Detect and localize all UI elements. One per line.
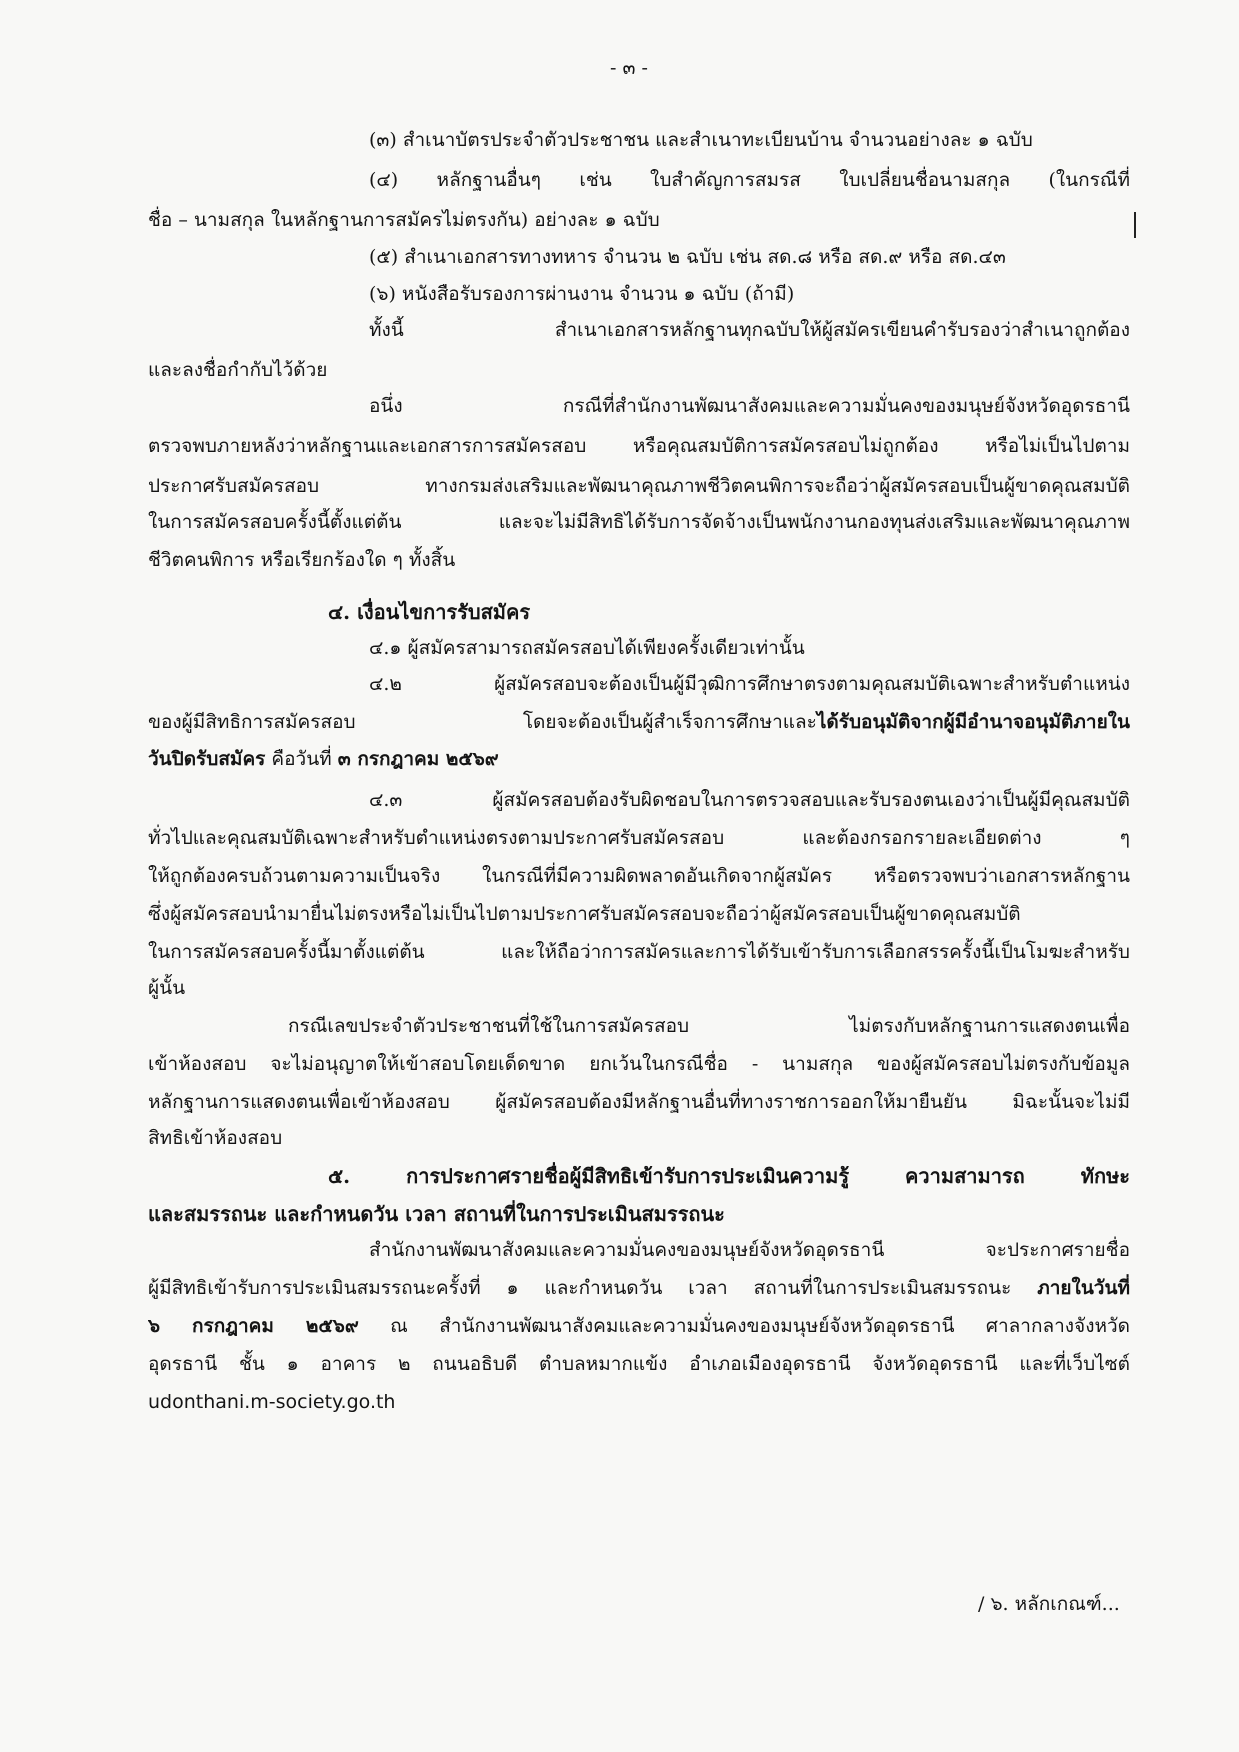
- condition-4-2-line-2: [148, 708, 1130, 736]
- section-5-line-1: สำนักงานพัฒนาสังคมและความมั่นคงของมนุษย์จังหวัดอุดรธานี จะประกาศรายชื่อ: [369, 1239, 1130, 1261]
- para-a-line-3: ประกาศรับสมัครสอบ ทางกรมส่งเสริมและพัฒนาคุณภาพชีวิตคนพิการจะถือว่าผู้สมัครสอบเป็นผู้ขาดคุณสมบัติ: [148, 475, 1130, 497]
- condition-4-3-line-5: ในการสมัครสอบครั้งนี้มาตั้งแต่ต้น และให้ถือว่าการสมัครและการได้รับเข้ารับการเลือกสรรครั้งนี้เป็นโมฆะสำหรับ: [148, 941, 1130, 963]
- page-number: - ๓ -: [610, 57, 648, 79]
- section-5-deadline-label: ภายในวันที่: [1037, 1277, 1130, 1299]
- id-rule-line-4: สิทธิเข้าห้องสอบ: [148, 1127, 283, 1149]
- para-a-line-5: ชีวิตคนพิการ หรือเรียกร้องใด ๆ ทั้งสิ้น: [148, 549, 456, 571]
- section-5-line-3: [148, 1312, 1130, 1340]
- section-5-line-2-text: ผู้มีสิทธิเข้ารับการประเมินสมรรถนะครั้งที่ ๑ และกำหนดวัน เวลา สถานที่ในการประเมินสมรรถนะ: [148, 1277, 1038, 1299]
- section-4-heading: ๔. เงื่อนไขการรับสมัคร: [328, 600, 531, 624]
- section-5-line-4: อุดรธานี ชั้น ๑ อาคาร ๒ ถนนอธิบดี ตำบลหมากแข้ง อำเภอเมืองอุดรธานี จังหวัดอุดรธานี และที่เว็บไซต์: [148, 1353, 1130, 1375]
- condition-4-2-bold-text: ได้รับอนุมัติจากผู้มีอำนาจอนุมัติภายใน: [816, 711, 1130, 733]
- closing-date: ๓ กรกฎาคม ๒๕๖๙: [337, 748, 499, 770]
- website-url: udonthani.m-society.go.th: [148, 1391, 396, 1413]
- announcement-date: ๖ กรกฎาคม ๒๕๖๙: [148, 1315, 359, 1337]
- condition-4-3-line-2: ทั่วไปและคุณสมบัติเฉพาะสำหรับตำแหน่งตรงตามประกาศรับสมัครสอบ และต้องกรอกรายละเอียดต่าง ๆ: [148, 827, 1130, 849]
- next-page-continuation: / ๖. หลักเกณฑ์...: [978, 1593, 1120, 1615]
- condition-4-2-line-1: ๔.๒ ผู้สมัครสอบจะต้องเป็นผู้มีวุฒิการศึกษาตรงตามคุณสมบัติเฉพาะสำหรับตำแหน่ง: [369, 673, 1130, 695]
- condition-4-3-line-6: ผู้นั้น: [148, 977, 186, 999]
- condition-4-3-line-4: ซึ่งผู้สมัครสอบนำมายื่นไม่ตรงหรือไม่เป็นไปตามประกาศรับสมัครสอบจะถือว่าผู้สมัครสอบเป็นผู้ขาดคุณสมบัติ: [148, 903, 1021, 925]
- doc-item-4-line-1: (๔) หลักฐานอื่นๆ เช่น ใบสำคัญการสมรส ใบเปลี่ยนชื่อนามสกุล (ในกรณีที่: [369, 169, 1130, 191]
- doc-item-6: (๖) หนังสือรับรองการผ่านงาน จำนวน ๑ ฉบับ (ถ้ามี): [369, 283, 795, 305]
- condition-4-1: ๔.๑ ผู้สมัครสามารถสมัครสอบได้เพียงครั้งเดียวเท่านั้น: [369, 637, 805, 659]
- doc-note-line-1: ทั้งนี้ สำเนาเอกสารหลักฐานทุกฉบับให้ผู้สมัครเขียนคำรับรองว่าสำเนาถูกต้อง: [369, 319, 1130, 341]
- doc-item-5: (๕) สำเนาเอกสารทางทหาร จำนวน ๒ ฉบับ เช่น สด.๘ หรือ สด.๙ หรือ สด.๔๓: [369, 246, 1006, 268]
- id-rule-line-3: หลักฐานการแสดงตนเพื่อเข้าห้องสอบ ผู้สมัครสอบต้องมีหลักฐานอื่นที่ทางราชการออกให้มายืนยัน มิฉะนั้นจะไม่มี: [148, 1091, 1130, 1113]
- condition-4-3-line-3: ให้ถูกต้องครบถ้วนตามความเป็นจริง ในกรณีที่มีความผิดพลาดอันเกิดจากผู้สมัคร หรือตรวจพบว่าเอกสารหลักฐาน: [148, 865, 1130, 887]
- para-a-line-4: ในการสมัครสอบครั้งนี้ตั้งแต่ต้น และจะไม่มีสิทธิได้รับการจัดจ้างเป็นพนักงานกองทุนส่งเสริมและพัฒนาคุณภาพ: [148, 511, 1130, 533]
- condition-4-2-text: ของผู้มีสิทธิการสมัครสอบ โดยจะต้องเป็นผู้สำเร็จการศึกษาและ: [148, 711, 817, 733]
- para-a-line-2: ตรวจพบภายหลังว่าหลักฐานและเอกสารการสมัครสอบ หรือคุณสมบัติการสมัครสอบไม่ถูกต้อง หรือไม่เป็นไปตาม: [148, 435, 1130, 457]
- para-a-line-1: อนึ่ง กรณีที่สำนักงานพัฒนาสังคมและความมั่นคงของมนุษย์จังหวัดอุดรธานี: [369, 395, 1130, 417]
- condition-4-3-line-1: ๔.๓ ผู้สมัครสอบต้องรับผิดชอบในการตรวจสอบและรับรองตนเองว่าเป็นผู้มีคุณสมบัติ: [369, 789, 1130, 811]
- section-5-heading-line-2: และสมรรถนะ และกำหนดวัน เวลา สถานที่ในการประเมินสมรรถนะ: [148, 1202, 725, 1226]
- doc-note-line-2: และลงชื่อกำกับไว้ด้วย: [148, 359, 328, 381]
- condition-4-2-line-3: [148, 745, 499, 773]
- section-5-heading-line-1: ๕. การประกาศรายชื่อผู้มีสิทธิเข้ารับการประเมินความรู้ ความสามารถ ทักษะ: [328, 1164, 1130, 1188]
- id-rule-line-2: เข้าห้องสอบ จะไม่อนุญาตให้เข้าสอบโดยเด็ดขาด ยกเว้นในกรณีชื่อ - นามสกุล ของผู้สมัครสอบไม่ตรงกับข้อมูล: [148, 1053, 1130, 1075]
- doc-item-3: (๓) สำเนาบัตรประจำตัวประชาชน และสำเนาทะเบียนบ้าน จำนวนอย่างละ ๑ ฉบับ: [369, 129, 1033, 151]
- id-rule-line-1: กรณีเลขประจำตัวประชาชนที่ใช้ในการสมัครสอบ ไม่ตรงกับหลักฐานการแสดงตนเพื่อ: [288, 1015, 1130, 1037]
- doc-item-4-line-2: ชื่อ – นามสกุล ในหลักฐานการสมัครไม่ตรงกัน) อย่างละ ๑ ฉบับ: [148, 209, 660, 231]
- margin-mark: [1134, 212, 1136, 238]
- closing-date-label: วันปิดรับสมัคร: [148, 748, 266, 770]
- section-5-line-2: [148, 1274, 1130, 1302]
- section-5-line-3-text: ณ สำนักงานพัฒนาสังคมและความมั่นคงของมนุษย์จังหวัดอุดรธานี ศาลากลางจังหวัด: [358, 1315, 1130, 1337]
- closing-date-connector: คือวันที่: [265, 748, 338, 770]
